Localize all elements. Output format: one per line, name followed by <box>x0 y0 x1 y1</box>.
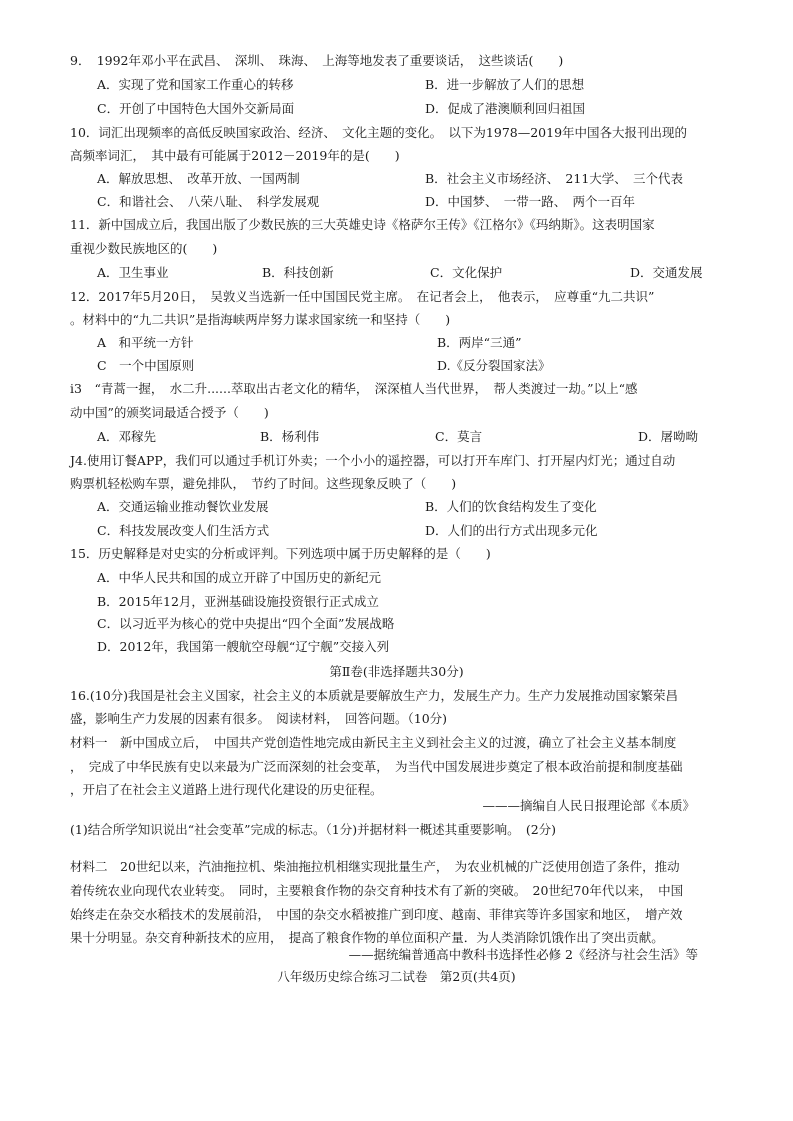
section-2-title: 第Ⅱ卷(非选择题共30分) <box>329 664 464 679</box>
q11-option-c: C．文化保护 <box>430 265 503 280</box>
q13-stem-line1: i3 “青蒿一握， 水二升......萃取出古老文化的精华， 深深植人当代世界， 帮人类渡过一劫。”以上“感 <box>70 381 638 396</box>
material-1-line1: 材料一 新中国成立后， 中国共产党创造性地完成由新民主主义到社会主义的过渡，确立了社会主义基本制度 <box>70 735 677 750</box>
q12-option-a: A 和平统一方针 <box>97 335 194 350</box>
material-1-source: ———摘编自人民日报理论部《本质》 <box>482 798 695 813</box>
q11-stem-line1: 11．新中国成立后，我国出版了少数民族的三大英雄史诗《格萨尔王传》《江格尔》《玛纳斯》。这表明国家 <box>70 217 655 232</box>
q9-option-a: A．实现了党和国家工作重心的转移 <box>97 77 294 92</box>
q11-option-a: A．卫生事业 <box>97 265 169 280</box>
material-1-line2: ， 完成了中华民族有史以来最为广泛而深刻的社会变革， 为当代中国发展进步奠定了根本政治前提和制度基础 <box>70 759 683 774</box>
q16-intro-line1: 16.(10分)我国是社会主义国家，社会主义的本质就是要解放生产力，发展生产力。生产力发展推动国家繁荣昌 <box>70 688 679 703</box>
q11-option-b: B．科技创新 <box>262 265 334 280</box>
q14-stem-line1: J4.使用订餐APP，我们可以通过手机订外卖；一个小小的遥控器，可以打开车库门、打开屋内灯光；通过自动 <box>70 453 676 468</box>
q15-option-b: B．2015年12月，亚洲基础设施投资银行正式成立 <box>97 594 379 609</box>
q13-stem-line2: 动中国”的颁奖词最适合授予（ ) <box>70 405 269 420</box>
q14-option-d: D．人们的出行方式出现多元化 <box>425 523 598 538</box>
q16-intro-line2: 盛，影响生产力发展的因素有很多。 阅读材料， 回答问题。（10分) <box>70 711 448 726</box>
q11-option-d: D．交通发展 <box>630 265 703 280</box>
q10-option-d: D．中国梦、 一带一路、 两个一百年 <box>425 194 636 209</box>
q10-stem-line2: 高频率词汇， 其中最有可能属于2012－2019年的是( ) <box>70 148 400 163</box>
q16-sub-question-1: (1)结合所学知识说出“社会变革”完成的标志。（1分)并据材料一概述其重要影响。 (2分) <box>70 822 557 837</box>
q13-option-c: C．莫言 <box>435 429 483 444</box>
q12-stem-line1: 12．2017年5月20日， 吴敦义当选新一任中国国民党主席。 在记者会上， 他表示， 应尊重“九二共识” <box>70 289 655 304</box>
q9-option-b: B．进一步解放了人们的思想 <box>425 77 585 92</box>
q13-option-a: A．邓稼先 <box>97 429 157 444</box>
material-2-line3: 始终走在杂交水稻技术的发展前沿， 中国的杂交水稻被推广到印度、越南、菲律宾等许多国家和地区， 增产效 <box>70 907 683 922</box>
material-2-line1: 材料二 20世纪以来，汽油拖拉机、柴油拖拉机相继实现批量生产， 为农业机械的广泛使用创造了条件，推动 <box>70 859 680 874</box>
q9-option-d: D．促成了港澳顺利回归祖国 <box>425 101 586 116</box>
q15-stem: 15．历史解释是对史实的分析或评判。下列选项中属于历史解释的是（ ) <box>70 546 491 561</box>
q12-option-c: C 一个中国原则 <box>97 358 195 373</box>
q14-stem-line2: 购票机轻松购车票，避免排队， 节约了时间。这些现象反映了（ ) <box>70 476 457 491</box>
q15-option-d: D．2012年，我国第一艘航空母舰“辽宁舰”交接入列 <box>97 639 390 654</box>
q12-option-b: B．两岸“三通” <box>437 335 522 350</box>
q12-option-d: D.《反分裂国家法》 <box>437 358 551 373</box>
q10-option-a: A．解放思想、 改革开放、一国两制 <box>97 171 300 186</box>
q14-option-c: C．科技发展改变人们生活方式 <box>97 523 270 538</box>
q13-option-d: D．屠呦呦 <box>638 429 699 444</box>
q10-option-b: B．社会主义市场经济、 211大学、 三个代表 <box>425 171 684 186</box>
q12-stem-line2: 。材料中的“九二共识”是指海峡两岸努力谋求国家统一和坚持（ ) <box>70 312 451 327</box>
q13-option-b: B．杨利伟 <box>260 429 320 444</box>
q14-option-b: B．人们的饮食结构发生了变化 <box>425 499 597 514</box>
q11-stem-line2: 重视少数民族地区的( ) <box>70 241 218 256</box>
q14-option-a: A．交通运输业推动餐饮业发展 <box>97 499 269 514</box>
material-2-line4: 果十分明显。杂交育种新技术的应用， 提高了粮食作物的单位面积产量．为人类消除饥饿作出了突出贡献。 <box>70 930 664 945</box>
material-1-line3: ，开启了在社会主义道路上进行现代化建设的历史征程。 <box>70 782 383 797</box>
q15-option-c: C．以习近平为核心的党中央提出“四个全面”发展战略 <box>97 616 395 631</box>
q15-option-a: A．中华人民共和国的成立开辟了中国历史的新纪元 <box>97 570 382 585</box>
q10-option-c: C．和谐社会、 八荣八耻、 科学发展观 <box>97 194 320 209</box>
q10-stem-line1: 10．词汇出现频率的高低反映国家政治、经济、 文化主题的变化。 以下为1978—2019年中国各大报刊出现的 <box>70 125 688 140</box>
material-2-source: ——据统编普通高中教科书选择性必修 2《经济与社会生活》等 <box>348 947 698 962</box>
q9-stem: 9． 1992年邓小平在武昌、 深圳、 珠海、 上海等地发表了重要谈话， 这些谈话( ) <box>70 53 564 68</box>
q9-option-c: C．开创了中国特色大国外交新局面 <box>97 101 295 116</box>
material-2-line2: 着传统农业向现代农业转变。 同时，主要粮食作物的杂交育种技术有了新的突破。 20世纪70年代以来， 中国 <box>70 883 684 898</box>
page-footer: 八年级历史综合练习二试卷 第2页(共4页) <box>277 969 516 984</box>
